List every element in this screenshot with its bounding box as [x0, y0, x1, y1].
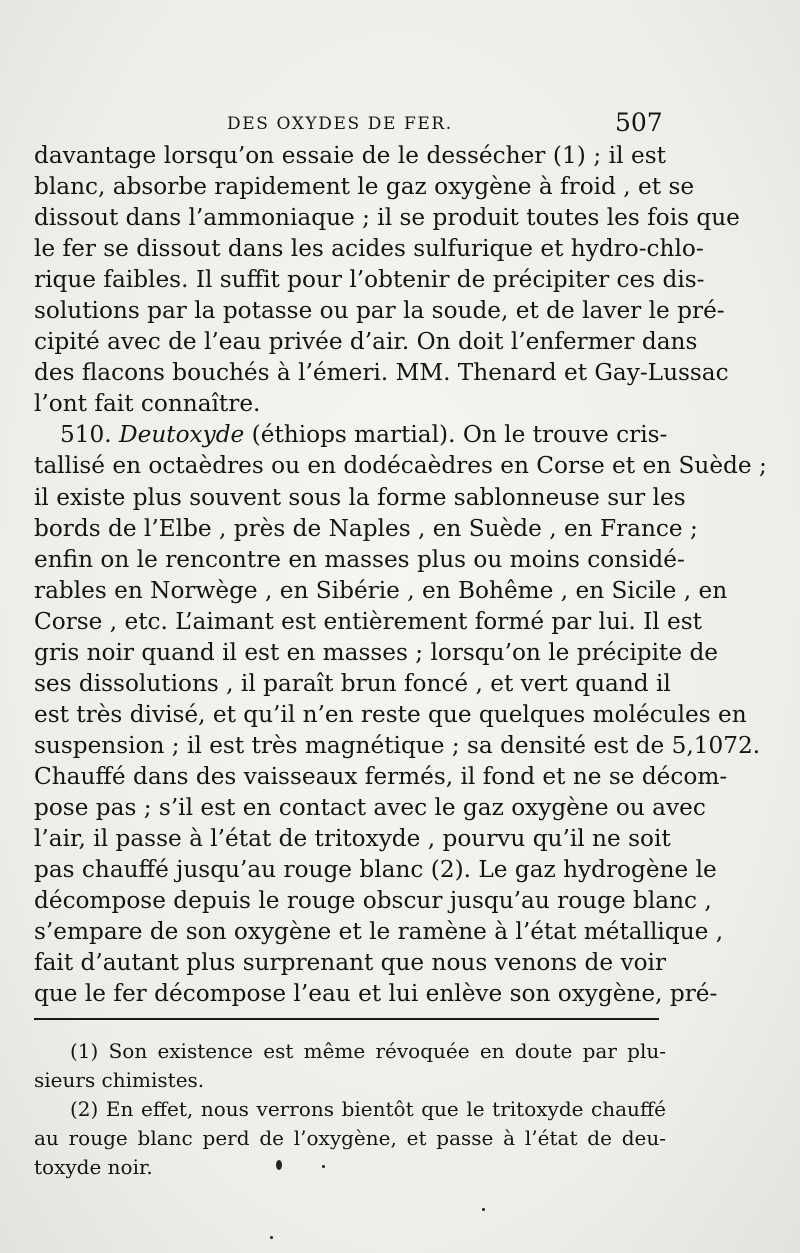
- text-line: suspension ; il est très magnétique ; sa densité est de 5,1072.: [34, 731, 761, 759]
- section-line-text: (éthiops martial). On le trouve cris-: [251, 421, 668, 449]
- text-line: l’ont fait connaître.: [34, 390, 261, 418]
- text-line: pose pas ; s’il est en contact avec le gaz oxygène ou avec: [34, 793, 706, 821]
- text-line: que le fer décompose l’eau et lui enlève son oxygène, pré-: [34, 980, 718, 1008]
- text-line: des flacons bouchés à l’émeri. MM. Thenard et Gay-Lussac: [34, 359, 729, 387]
- ink-speck: [270, 1236, 273, 1239]
- ink-speck: [276, 1160, 282, 1170]
- footnote-line: toxyde noir.: [34, 1155, 153, 1179]
- running-head: DES OXYDES DE FER.: [227, 114, 453, 134]
- footnote-divider: [34, 1018, 659, 1020]
- footnote-line: au rouge blanc perd de l’oxygène, et passe à l’état de deu-: [34, 1126, 666, 1150]
- section-first-line: [34, 419, 666, 450]
- text-line: dissout dans l’ammoniaque ; il se produit toutes les fois que: [34, 204, 740, 232]
- text-line: s’empare de son oxygène et le ramène à l’état métallique ,: [34, 918, 724, 946]
- text-line: solutions par la potasse ou par la soude, et de laver le pré-: [34, 297, 725, 325]
- text-line: tallisé en octaèdres ou en dodécaèdres en Corse et en Suède ;: [34, 452, 767, 480]
- text-line: rables en Norwège , en Sibérie , en Bohême , en Sicile , en: [34, 576, 728, 604]
- text-line: cipité avec de l’eau privée d’air. On doit l’enfermer dans: [34, 328, 698, 356]
- text-line: l’air, il passe à l’état de tritoxyde , pourvu qu’il ne soit: [34, 825, 671, 853]
- text-line: pas chauffé jusqu’au rouge blanc (2). Le gaz hydrogène le: [34, 856, 717, 884]
- text-line: bords de l’Elbe , près de Naples , en Suède , en France ;: [34, 514, 698, 542]
- text-line: décompose depuis le rouge obscur jusqu’au rouge blanc ,: [34, 887, 712, 915]
- text-line: Corse , etc. L’aimant est entièrement formé par lui. Il est: [34, 607, 702, 635]
- text-line: davantage lorsqu’on essaie de le dessécher (1) ; il est: [34, 142, 666, 169]
- footnote-line: sieurs chimistes.: [34, 1068, 205, 1092]
- text-line: ses dissolutions , il paraît brun foncé , et vert quand il: [34, 669, 671, 697]
- text-line: le fer se dissout dans les acides sulfurique et hydro-chlo-: [34, 235, 704, 263]
- ink-speck: [482, 1208, 485, 1211]
- footnotes: [34, 1037, 666, 1182]
- section-title: Deutoxyde: [119, 421, 245, 449]
- section-number: 510.: [60, 421, 112, 449]
- text-line: est très divisé, et qu’il n’en reste que quelques molécules en: [34, 700, 747, 728]
- main-text: [34, 140, 767, 1009]
- text-line: gris noir quand il est en masses ; lorsqu’on le précipite de: [34, 638, 719, 666]
- text-line: rique faibles. Il suffit pour l’obtenir de précipiter ces dis-: [34, 266, 705, 294]
- text-line: fait d’autant plus surprenant que nous venons de voir: [34, 949, 667, 977]
- page-number: 507: [615, 108, 663, 137]
- text-line: enfin on le rencontre en masses plus ou moins considé-: [34, 545, 685, 573]
- text-line: Chauffé dans des vaisseaux fermés, il fond et ne se décom-: [34, 762, 728, 790]
- footnote-line: (2) En effet, nous verrons bientôt que le tritoxyde chauffé: [70, 1097, 666, 1121]
- text-line: blanc, absorbe rapidement le gaz oxygène à froid , et se: [34, 173, 695, 201]
- text-line: il existe plus souvent sous la forme sablonneuse sur les: [34, 483, 686, 511]
- footnote-line: (1) Son existence est même révoquée en doute par plu-: [70, 1039, 666, 1063]
- ink-speck: [322, 1165, 325, 1168]
